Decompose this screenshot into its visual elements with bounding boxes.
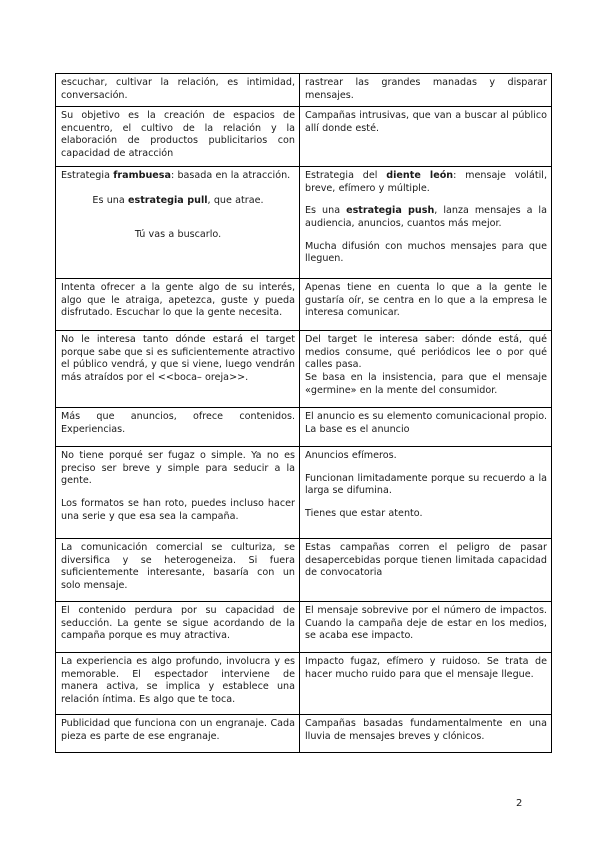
table-cell-left: Su objetivo es la creación de espacios de encuentro, el cultivo de la relación y la elaboración de productos publicitarios con capacidad de atracción [56, 107, 300, 167]
strategy-push: Es una estrategia push, lanza mensajes a la audiencia, anuncios, cuantos más mejor. [305, 205, 547, 229]
table-cell-left: Más que anuncios, ofrece contenidos. Experiencias. [56, 408, 300, 447]
strategy-pull: Es una estrategia pull, que atrae. [92, 194, 264, 206]
strategy-push-note: Mucha difusión con muchos mensajes para que lleguen. [305, 240, 547, 265]
comparison-table [55, 73, 552, 753]
table-row [56, 408, 552, 447]
table-cell-left: No le interesa tanto dónde estará el target porque sabe que si es suficientemente atractivo el público vendrá, y que si viene, luego vendrán más atraídos por el <<boca– oreja>>. [56, 331, 300, 408]
strategy-diente-leon: Estrategia del diente león: mensaje volátil, breve, efímero y múltiple. [305, 170, 547, 194]
table-cell-right: El mensaje sobrevive por el número de impactos. Cuando la campaña deje de estar en los medios, se acaba ese impacto. [300, 602, 552, 653]
table-cell-left: Intenta ofrecer a la gente algo de su interés, algo que le atraiga, apetezca, guste y pueda disfrutado. Escuchar lo que la gente necesita. [56, 279, 300, 331]
table-cell-right [300, 167, 552, 279]
table-cell-right: Del target le interesa saber: dónde está, qué medios consume, qué periódicos lee o por qué calles pasa. Se basa en la insistencia, para que el mensaje «germine» en la mente del consumidor. [300, 331, 552, 408]
table-cell-left: La comunicación comercial se culturiza, se diversifica y se heterogeneiza. Si fuera suficientemente interesante, basaría con un solo mensaje. [56, 539, 300, 602]
strategy-frambuesa: Estrategia frambuesa: basada en la atracción. [61, 170, 291, 182]
table-row [56, 447, 552, 539]
table-cell-left: El contenido perdura por su capacidad de seducción. La gente se sigue acordando de la campaña porque es muy atractiva. [56, 602, 300, 653]
table-cell-right: Impacto fugaz, efímero y ruidoso. Se trata de hacer mucho ruido para que el mensaje llegue. [300, 653, 552, 715]
table-cell-right: Campañas basadas fundamentalmente en una lluvia de mensajes breves y clónicos. [300, 715, 552, 753]
table-row [56, 279, 552, 331]
table-cell-left [56, 167, 300, 279]
table-cell-left: Publicidad que funciona con un engranaje. Cada pieza es parte de ese engranaje. [56, 715, 300, 753]
table-row [56, 602, 552, 653]
table-cell-left: La experiencia es algo profundo, involucra y es memorable. El espectador interviene de manera activa, se implica y establece una relación íntima. Es algo que te toca. [56, 653, 300, 715]
table-cell-right: rastrear las grandes manadas y disparar mensajes. [300, 74, 552, 107]
table-row [56, 331, 552, 408]
strategy-pull-note: Tú vas a buscarlo. [134, 229, 222, 241]
table-cell-right: Estas campañas corren el peligro de pasar desapercebidas porque tienen limitada capacidad de convocatoria [300, 539, 552, 602]
page-number: 2 [516, 798, 523, 809]
table-row [56, 107, 552, 167]
table-cell-right: El anuncio es su elemento comunicacional propio. La base es el anuncio [300, 408, 552, 447]
table-row [56, 653, 552, 715]
table-cell-right: Anuncios efímeros. Funcionan limitadamente porque su recuerdo a la larga se difumina. Tienes que estar atento. [300, 447, 552, 539]
table-cell-right: Apenas tiene en cuenta lo que a la gente le gustaría oír, se centra en lo que a la empresa le interesa comunicar. [300, 279, 552, 331]
table-row [56, 167, 552, 279]
table-row [56, 539, 552, 602]
table-row [56, 74, 552, 107]
table-cell-left: escuchar, cultivar la relación, es intimidad, conversación. [56, 74, 300, 107]
table-row [56, 715, 552, 753]
table-cell-left: No tiene porqué ser fugaz o simple. Ya no es preciso ser breve y simple para seducir a la gente. Los formatos se han roto, puedes incluso hacer una serie y que esa sea la campaña. [56, 447, 300, 539]
table-cell-right: Campañas intrusivas, que van a buscar al público allí donde esté. [300, 107, 552, 167]
